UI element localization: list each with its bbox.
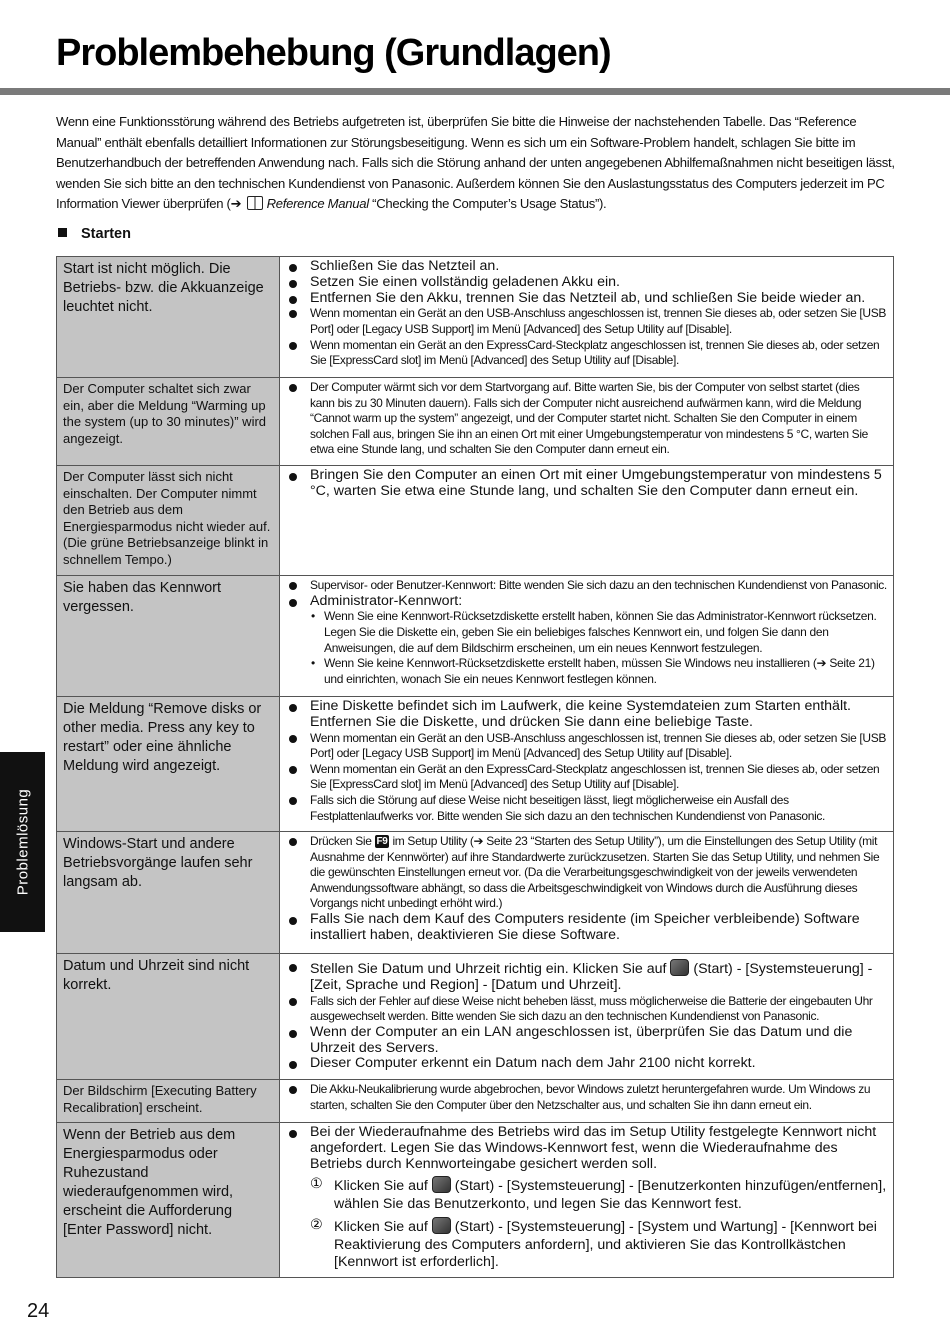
remedy-text: im Setup Utility (: [392, 834, 474, 848]
remedy-item: Wenn der Computer an ein LAN angeschlossen ist, überprüfen Sie das Datum und die Uhrzeit des Servers.: [289, 1025, 887, 1057]
symptom-cell: Sie haben das Kennwort vergessen.: [57, 576, 280, 697]
remedy-text: Seite 23 “Starten des Setup Utility”), um die Einstellungen des Setup Utility (mit Ausnahme der Kennwörter) auf ihre Standardwerte zurückzusetzen. Starten Sie das Setup Utility, und nehmen Sie die gewünschten Einstellungen erneut vor. (Da die Verarbeitungsgeschwindigkeit von der jeweils verwendeten Anwendungssoftware abhängt, so dass die Arbeitsgeschwindigkeit von Windows durch die Ausführung dieses Vorgangs nicht unbedingt erhöht wird.): [310, 834, 880, 911]
remedy-cell: [280, 954, 894, 1080]
section-heading: [58, 226, 131, 242]
remedy-item: Supervisor- oder Benutzer-Kennwort: Bitte wenden Sie sich dazu an den technischen Kundendienst von Panasonic.: [289, 578, 887, 594]
remedy-cell: [280, 832, 894, 954]
symptom-cell: Datum und Uhrzeit sind nicht korrekt.: [57, 954, 280, 1080]
remedy-item: Wenn momentan ein Gerät an den USB-Anschluss angeschlossen ist, trennen Sie dieses ab, oder setzen Sie [USB Port] oder [Legacy USB Support] im Menü [Advanced] des Setup Utility auf [Disable].: [289, 306, 887, 337]
section-heading-label: Starten: [81, 226, 131, 242]
table-row: [57, 466, 894, 576]
intro-text-end: “Checking the Computer’s Usage Status”).: [372, 196, 607, 211]
remedy-item: [289, 834, 887, 912]
remedy-item: Entfernen Sie den Akku, trennen Sie das Netzteil ab, und schließen Sie beide wieder an.: [289, 291, 887, 307]
symptom-cell: Windows-Start und andere Betriebsvorgänge laufen sehr langsam ab.: [57, 832, 280, 954]
arrow-icon: ➔: [816, 656, 827, 671]
table-row: [57, 378, 894, 466]
table-row: [57, 257, 894, 378]
remedy-cell: [280, 466, 894, 576]
title-rule: [0, 88, 950, 95]
symptom-cell: Wenn der Betrieb aus dem Energiesparmodus oder Ruhezustand wiederaufgenommen wird, erscheint die Aufforderung [Enter Password] nicht.: [57, 1123, 280, 1278]
remedy-item: Bringen Sie den Computer an einen Ort mit einer Umgebungstemperatur von mindestens 5 °C, warten Sie etwa eine Stunde lang, und schalten Sie den Computer dann erneut ein.: [289, 468, 887, 500]
remedy-text: (Start) - [Systemsteuerung] - [Zeit, Sprache und Region] - [Datum und Uhrzeit].: [310, 961, 873, 993]
remedy-item: Die Akku-Neukalibrierung wurde abgebrochen, bevor Windows zuletzt heruntergefahren wurde. Um Windows zu starten, schalten Sie den Computer über den Netzschalter aus, und schalten Sie ihn dann erneut ein.: [289, 1082, 887, 1113]
remedy-cell: [280, 1123, 894, 1278]
step-text: (Start) - [Systemsteuerung] - [Benutzerkonten hinzufügen/entfernen], wählen Sie das Benutzerkonto, und legen Sie das Kennwort fest.: [334, 1178, 887, 1212]
table-row: [57, 697, 894, 832]
remedy-subitem: • Wenn Sie keine Kennwort-Rücksetzdiskette erstellt haben, müssen Sie Windows neu installieren (➔ Seite 21) und einrichten, wonach Sie ein neues Kennwort festlegen können.: [289, 656, 887, 687]
page-reference: Seite 21) und einrichten, wonach Sie ein neues Kennwort festlegen können.: [324, 656, 875, 686]
table-row: [57, 576, 894, 697]
remedy-item: Administrator-Kennwort:: [289, 594, 887, 610]
f9-key-icon: F9: [376, 836, 388, 847]
remedy-subitem: • Wenn Sie eine Kennwort-Rücksetzdiskette erstellt haben, können Sie das Administrator-Kennwort rücksetzen. Legen Sie die Diskette ein, geben Sie ein beliebiges falsches Kennwort ein, und folgen Sie dann den Anweisungen, die auf dem Bildschirm erscheinen, um ein neues Kennwort festzulegen.: [289, 609, 887, 656]
windows-start-icon: [432, 1217, 451, 1234]
remedy-item: Wenn momentan ein Gerät an den ExpressCard-Steckplatz angeschlossen ist, trennen Sie dieses ab, oder setzen Sie [ExpressCard slot] im Menü [Advanced] des Setup Utility auf [Disable].: [289, 338, 887, 369]
remedy-item: Dieser Computer erkennt ein Datum nach dem Jahr 2100 nicht korrekt.: [289, 1056, 887, 1072]
remedy-cell: [280, 576, 894, 697]
step-text: Klicken Sie auf: [334, 1219, 428, 1236]
arrow-icon: ➔: [230, 196, 242, 211]
remedy-cell: [280, 1080, 894, 1123]
windows-start-icon: [670, 959, 689, 976]
remedy-cell: [280, 697, 894, 832]
symptom-cell: Start ist nicht möglich. Die Betriebs- bzw. die Akkuanzeige leuchtet nicht.: [57, 257, 280, 378]
remedy-cell: [280, 257, 894, 378]
remedy-item: Falls sich die Störung auf diese Weise nicht beseitigen lässt, liegt möglicherweise ein Ausfall des Festplattenlaufwerks vor. Bitte wenden Sie sich dazu an den technischen Kundendienst von Panasonic.: [289, 793, 887, 824]
table-row: [57, 1080, 894, 1123]
step-text: Klicken Sie auf: [334, 1178, 428, 1195]
intro-paragraph: [56, 112, 896, 215]
reference-manual-link[interactable]: Reference Manual: [266, 196, 369, 211]
remedy-item: Setzen Sie einen vollständig geladenen Akku ein.: [289, 275, 887, 291]
side-tab: [0, 752, 45, 932]
step-text: (Start) - [Systemsteuerung] - [System und Wartung] - [Kennwort bei Reaktivierung des Computers anfordern], und aktivieren Sie das Kontrollkästchen [Kennwort ist erforderlich].: [334, 1219, 877, 1271]
remedy-item: Wenn momentan ein Gerät an den USB-Anschluss angeschlossen ist, trennen Sie dieses ab, oder setzen Sie [USB Port] oder [Legacy USB Support] im Menü [Advanced] des Setup Utility auf [Disable].: [289, 731, 887, 762]
remedy-text: Stellen Sie Datum und Uhrzeit richtig ein. Klicken Sie auf: [310, 961, 667, 977]
remedy-item: Falls sich der Fehler auf diese Weise nicht beheben lässt, muss möglicherweise die Batterie der eingebauten Uhr ausgewechselt werden. Bitte wenden Sie sich dazu an den technischen Kundendienst von Panasonic.: [289, 994, 887, 1025]
remedy-item: Schließen Sie das Netzteil an.: [289, 259, 887, 275]
symptom-cell: Die Meldung “Remove disks or other media. Press any key to restart” oder eine ähnliche Meldung wird angezeigt.: [57, 697, 280, 832]
remedy-item: Eine Diskette befindet sich im Laufwerk, die keine Systemdateien zum Starten enthält. Entfernen Sie die Diskette, und drücken Sie dann eine beliebige Taste.: [289, 699, 887, 731]
symptom-cell: Der Bildschirm [Executing Battery Recalibration] erscheint.: [57, 1080, 280, 1123]
table-row: [57, 954, 894, 1080]
symptom-cell: Der Computer schaltet sich zwar ein, aber die Meldung “Warming up the system (up to 30 minutes)” wird angezeigt.: [57, 378, 280, 466]
book-icon: [247, 196, 263, 210]
step-number: ②: [310, 1217, 323, 1234]
numbered-step: [289, 1176, 887, 1213]
remedy-item: Falls Sie nach dem Kauf des Computers residente (im Speicher verbleibende) Software installiert haben, deaktivieren Sie diese Software.: [289, 912, 887, 944]
remedy-item: [289, 959, 887, 994]
remedy-text: Drücken Sie: [310, 834, 372, 848]
square-bullet-icon: [58, 228, 67, 237]
symptom-cell: Der Computer lässt sich nicht einschalten. Der Computer nimmt den Betrieb aus dem Energiesparmodus nicht wieder auf. (Die grüne Betriebsanzeige blinkt in schnellem Tempo.): [57, 466, 280, 576]
numbered-step: [289, 1217, 887, 1272]
side-tab-label: Problemlösung: [14, 788, 31, 896]
troubleshooting-table: [56, 256, 894, 1278]
remedy-cell: [280, 378, 894, 466]
remedy-item: Bei der Wiederaufnahme des Betriebs wird das im Setup Utility festgelegte Kennwort nicht angefordert. Legen Sie das Windows-Kennwort fest, wenn die Wiederaufnahme des Betriebs durch Kennworteingabe gesichert werden soll.: [289, 1125, 887, 1172]
intro-text: Wenn eine Funktionsstörung während des Betriebs aufgetreten ist, überprüfen Sie bitte die Hinweise der nachstehenden Tabelle. Das “Reference Manual” enthält ebenfalls detailliert Informationen zur Störungsbeseitigung. Wenn es sich um ein Software-Problem handelt, schlagen Sie bitte im Benutzerhandbuch der betreffenden Anwendung nach. Falls sich die Störung anhand der unten angegebenen Abhilfemaßnahmen nicht beseitigen lässt, wenden Sie sich bitte an den technischen Kundendienst von Panasonic. Außerdem können Sie den Auslastungsstatus des Computers jederzeit im PC Information Viewer überprüfen (: [56, 114, 895, 211]
table-row: [57, 1123, 894, 1278]
step-number: ①: [310, 1176, 323, 1193]
arrow-icon: ➔: [473, 834, 484, 848]
subitem-text: Wenn Sie keine Kennwort-Rücksetzdiskette erstellt haben, müssen Sie Windows neu installieren: [324, 656, 810, 671]
page-title: Problembehebung (Grundlagen): [56, 32, 611, 74]
remedy-item: Der Computer wärmt sich vor dem Startvorgang auf. Bitte warten Sie, bis der Computer von selbst startet (dies kann bis zu 30 Minuten dauern). Falls sich der Computer nicht ausreichend aufwärmen kann, wird die Meldung “Cannot warm up the system” angezeigt, und der Computer startet nicht. Schalten Sie den Computer in einem solchen Fall aus, bringen Sie ihn an einen Ort mit einer Umgebungstemperatur von mindestens 5 °C, warten Sie etwa eine Stunde lang, und schalten Sie den Computer dann erneut ein.: [289, 380, 887, 458]
remedy-item: Wenn momentan ein Gerät an den ExpressCard-Steckplatz angeschlossen ist, trennen Sie dieses ab, oder setzen Sie [ExpressCard slot] im Menü [Advanced] des Setup Utility auf [Disable].: [289, 762, 887, 793]
table-row: [57, 832, 894, 954]
windows-start-icon: [432, 1176, 451, 1193]
page-number: 24: [27, 1300, 50, 1322]
